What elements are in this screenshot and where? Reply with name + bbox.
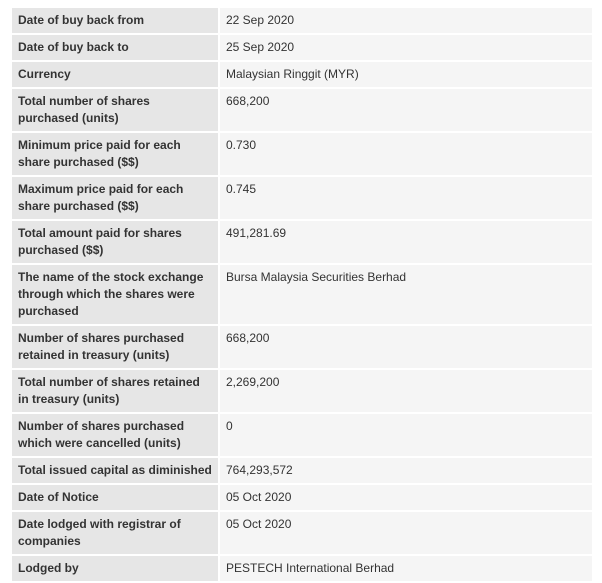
label-issued-capital: Total issued capital as diminished bbox=[12, 458, 218, 483]
row-shares-retained-in-treasury bbox=[12, 326, 592, 368]
row-date-lodged bbox=[12, 512, 592, 554]
value-lodged-by: PESTECH International Berhad bbox=[220, 556, 592, 581]
row-stock-exchange bbox=[12, 265, 592, 324]
row-shares-cancelled bbox=[12, 414, 592, 456]
row-buy-back-to bbox=[12, 35, 592, 60]
label-date-of-notice: Date of Notice bbox=[12, 485, 218, 510]
label-shares-cancelled: Number of shares purchased which were cancelled (units) bbox=[12, 414, 218, 456]
row-total-amount-paid bbox=[12, 221, 592, 263]
row-total-retained-in-treasury bbox=[12, 370, 592, 412]
label-minimum-price: Minimum price paid for each share purchased ($$) bbox=[12, 133, 218, 175]
row-lodged-by bbox=[12, 556, 592, 581]
label-stock-exchange: The name of the stock exchange through which the shares were purchased bbox=[12, 265, 218, 324]
label-date-lodged: Date lodged with registrar of companies bbox=[12, 512, 218, 554]
value-currency: Malaysian Ringgit (MYR) bbox=[220, 62, 592, 87]
label-total-shares-purchased: Total number of shares purchased (units) bbox=[12, 89, 218, 131]
value-shares-cancelled: 0 bbox=[220, 414, 592, 456]
label-shares-retained-in-treasury: Number of shares purchased retained in treasury (units) bbox=[12, 326, 218, 368]
value-minimum-price: 0.730 bbox=[220, 133, 592, 175]
label-currency: Currency bbox=[12, 62, 218, 87]
row-minimum-price bbox=[12, 133, 592, 175]
value-buy-back-from: 22 Sep 2020 bbox=[220, 8, 592, 33]
label-total-retained-in-treasury: Total number of shares retained in treasury (units) bbox=[12, 370, 218, 412]
label-maximum-price: Maximum price paid for each share purchased ($$) bbox=[12, 177, 218, 219]
row-maximum-price bbox=[12, 177, 592, 219]
row-date-of-notice bbox=[12, 485, 592, 510]
value-total-shares-purchased: 668,200 bbox=[220, 89, 592, 131]
buyback-details-table bbox=[12, 6, 592, 583]
value-maximum-price: 0.745 bbox=[220, 177, 592, 219]
value-date-of-notice: 05 Oct 2020 bbox=[220, 485, 592, 510]
row-total-shares-purchased bbox=[12, 89, 592, 131]
value-date-lodged: 05 Oct 2020 bbox=[220, 512, 592, 554]
value-buy-back-to: 25 Sep 2020 bbox=[220, 35, 592, 60]
value-issued-capital: 764,293,572 bbox=[220, 458, 592, 483]
value-shares-retained-in-treasury: 668,200 bbox=[220, 326, 592, 368]
row-issued-capital bbox=[12, 458, 592, 483]
label-buy-back-to: Date of buy back to bbox=[12, 35, 218, 60]
label-total-amount-paid: Total amount paid for shares purchased ($$) bbox=[12, 221, 218, 263]
value-total-retained-in-treasury: 2,269,200 bbox=[220, 370, 592, 412]
value-stock-exchange: Bursa Malaysia Securities Berhad bbox=[220, 265, 592, 324]
label-buy-back-from: Date of buy back from bbox=[12, 8, 218, 33]
row-buy-back-from bbox=[12, 8, 592, 33]
value-total-amount-paid: 491,281.69 bbox=[220, 221, 592, 263]
label-lodged-by: Lodged by bbox=[12, 556, 218, 581]
row-currency bbox=[12, 62, 592, 87]
details-table-body bbox=[12, 8, 592, 581]
